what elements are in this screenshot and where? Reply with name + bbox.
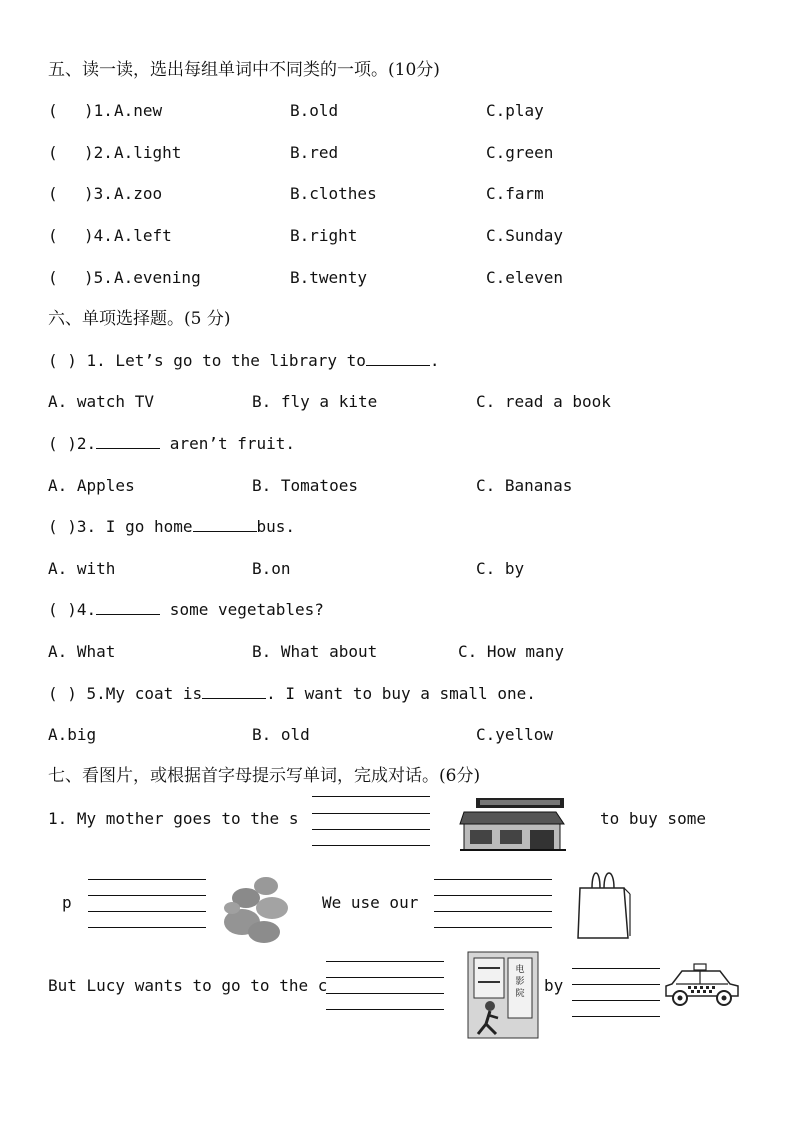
question-2 — [48, 434, 295, 454]
question-text-end: . — [429, 351, 440, 370]
question-text: ( )4. — [48, 600, 97, 619]
sentence-3-end: by — [544, 976, 564, 995]
option-c: C.green — [486, 143, 554, 162]
sentence-2-start: p — [62, 893, 72, 912]
shopping-bag-icon — [574, 866, 632, 942]
question-text: ( ) 5.My coat is — [48, 684, 203, 703]
answer-paren: ( — [48, 184, 58, 203]
question-text: ( ) 1. Let’s go to the library to — [48, 351, 366, 370]
question-5 — [48, 684, 536, 704]
question-text-end: bus. — [256, 517, 296, 536]
answer-paren: ( — [48, 268, 58, 287]
item-number: )5. — [84, 268, 113, 287]
option-a: A.zoo — [114, 184, 163, 203]
option-b: B.on — [252, 559, 291, 578]
option-a: A.left — [114, 226, 172, 245]
option-a: A.evening — [114, 268, 201, 287]
section-6-title: 六、单项选择题。(5 分) — [48, 309, 231, 329]
option-a: A. with — [48, 559, 116, 578]
answer-blank — [202, 684, 266, 699]
option-b: B. old — [252, 725, 310, 744]
handwriting-lines — [312, 796, 430, 846]
item-number: )2. — [84, 143, 113, 162]
section-7-title: 七、看图片，或根据首字母提示写单词，完成对话。(6分) — [48, 766, 481, 786]
handwriting-lines — [434, 879, 552, 929]
supermarket-icon — [460, 796, 568, 852]
answer-paren: ( — [48, 143, 58, 162]
option-a: A. watch TV — [48, 392, 154, 411]
answer-blank — [193, 517, 257, 532]
sentence-3-start: But Lucy wants to go to the c — [48, 976, 328, 995]
item-number: )4. — [84, 226, 113, 245]
sentence-2-middle: We use our — [322, 893, 419, 912]
handwriting-lines — [326, 961, 444, 1011]
option-c: C.yellow — [476, 725, 554, 744]
option-a: A.new — [114, 101, 163, 120]
option-c: C. by — [476, 559, 525, 578]
option-b: B.twenty — [290, 268, 368, 287]
handwriting-lines — [572, 968, 660, 1018]
option-c: C.play — [486, 101, 544, 120]
cinema-sign-char-1: 电影院 — [515, 965, 525, 999]
taxi-icon — [662, 962, 742, 1008]
option-c: C.eleven — [486, 268, 564, 287]
option-b: B. Tomatoes — [252, 476, 358, 495]
option-b: B.clothes — [290, 184, 377, 203]
item-number: )3. — [84, 184, 113, 203]
answer-blank — [96, 600, 160, 615]
option-b: B.old — [290, 101, 339, 120]
question-text-end: aren’t fruit. — [160, 434, 296, 453]
answer-paren: ( — [48, 226, 58, 245]
option-a: A.big — [48, 725, 97, 744]
answer-paren: ( — [48, 101, 58, 120]
question-text-end: some vegetables? — [160, 600, 324, 619]
answer-blank — [96, 434, 160, 449]
option-b: B. What about — [252, 642, 378, 661]
question-3 — [48, 517, 295, 537]
option-a: A.light — [114, 143, 182, 162]
peanuts-icon — [216, 870, 294, 948]
handwriting-lines — [88, 879, 206, 929]
option-b: B.right — [290, 226, 358, 245]
answer-blank — [366, 351, 430, 366]
option-c: C. Bananas — [476, 476, 573, 495]
option-b: B. fly a kite — [252, 392, 378, 411]
item-number: )1. — [84, 101, 113, 120]
sentence-1-end: to buy some — [600, 809, 706, 828]
question-1 — [48, 351, 440, 371]
cinema-icon — [468, 952, 538, 1038]
question-text: ( )3. I go home — [48, 517, 193, 536]
option-c: C. How many — [458, 642, 564, 661]
option-b: B.red — [290, 143, 339, 162]
option-c: C.farm — [486, 184, 544, 203]
option-c: C. read a book — [476, 392, 611, 411]
question-text-end: . I want to buy a small one. — [266, 684, 536, 703]
option-a: A. Apples — [48, 476, 135, 495]
option-c: C.Sunday — [486, 226, 564, 245]
question-text: ( )2. — [48, 434, 97, 453]
question-4 — [48, 600, 324, 620]
section-5-title: 五、读一读，选出每组单词中不同类的一项。(10分) — [48, 60, 440, 80]
option-a: A. What — [48, 642, 116, 661]
sentence-1-start: 1. My mother goes to the s — [48, 809, 299, 828]
